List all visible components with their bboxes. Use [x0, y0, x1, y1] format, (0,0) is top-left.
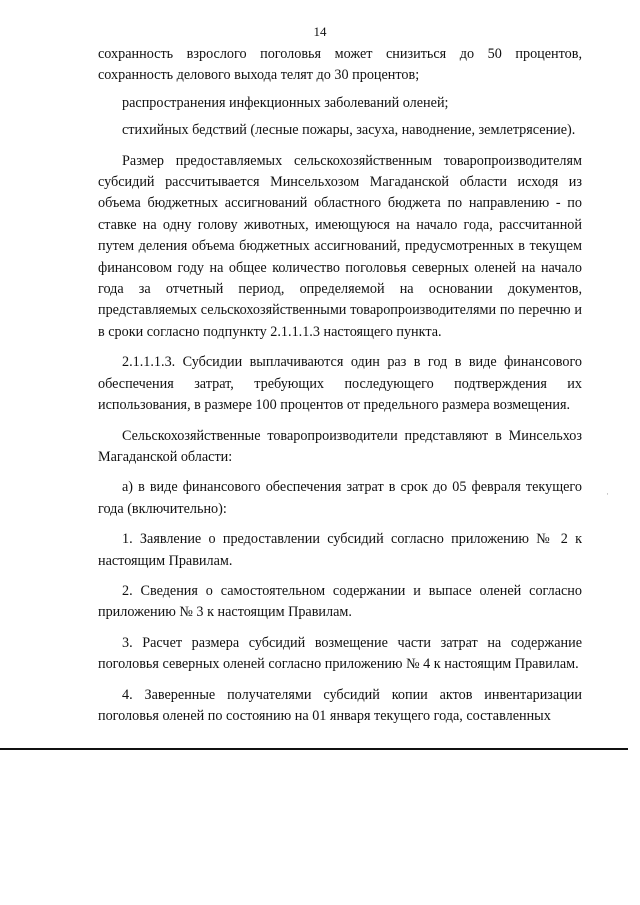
list-item-calculation: 3. Расчет размера субсидий возмещение части затрат на содержание поголовья северных оленей согласно приложению № 4 к настоящим Правилам. [98, 634, 582, 673]
paragraph-subsidy-size: Размер предоставляемых сельскохозяйственным товаропроизводителям субсидий рассчитывается Минсельхозом Магаданской области исходя из объема бюджетных ассигнований областного бюджета по направлению - по ставке на одну голову животных, имеющуюся на начало года, рассчитанной путем деления объема бюджетных ассигнований, предусмотренных в текущем финансовом году на общее количество поголовья северных оленей на начало года за отчетный период, определяемой на основании документов, представляемых сельскохозяйственными товаропроизводителями по перечню и в сроки согласно подпункту 2.1.1.1.3 настоящего пункта. [98, 152, 582, 340]
paragraph-item-a: а) в виде финансового обеспечения затрат в срок до 05 февраля текущего года (включительно): [98, 479, 582, 517]
list-item-herding-info: 2. Сведения о самостоятельном содержании и выпасе оленей согласно приложению № 3 к настоящим Правилам. [98, 582, 582, 621]
body-text [98, 44, 582, 736]
page-number: 14 [313, 24, 327, 39]
paragraph-producers-submit: Сельскохозяйственные товаропроизводители представляют в Минсельхоз Магаданской области: [98, 427, 582, 465]
list-item-application: 1. Заявление о предоставлении субсидий согласно приложению № 2 к настоящим Правилам. [98, 531, 582, 569]
list-item-inventory-acts: 4. Заверенные получателями субсидий копии актов инвентаризации поголовья оленей по состоянию на 01 января текущего года, составленных [98, 686, 582, 724]
paragraph-continuation: сохранность взрослого поголовья может снизиться до 50 процентов, сохранность делового выхода телят до 30 процентов; [98, 46, 582, 84]
footer-rule [0, 748, 628, 750]
paragraph-infection-risk: распространения инфекционных заболеваний оленей; [122, 94, 449, 111]
paragraph-natural-disasters: стихийных бедствий (лесные пожары, засуха, наводнение, землетрясение). [122, 122, 576, 139]
stray-mark: · [606, 489, 609, 499]
paragraph-clause-2-1-1-1-3: 2.1.1.1.3. Субсидии выплачиваются один раз в год в виде финансового обеспечения затрат, требующих последующего подтверждения их использования, в размере 100 процентов от предельного размера возмещения. [98, 354, 582, 414]
